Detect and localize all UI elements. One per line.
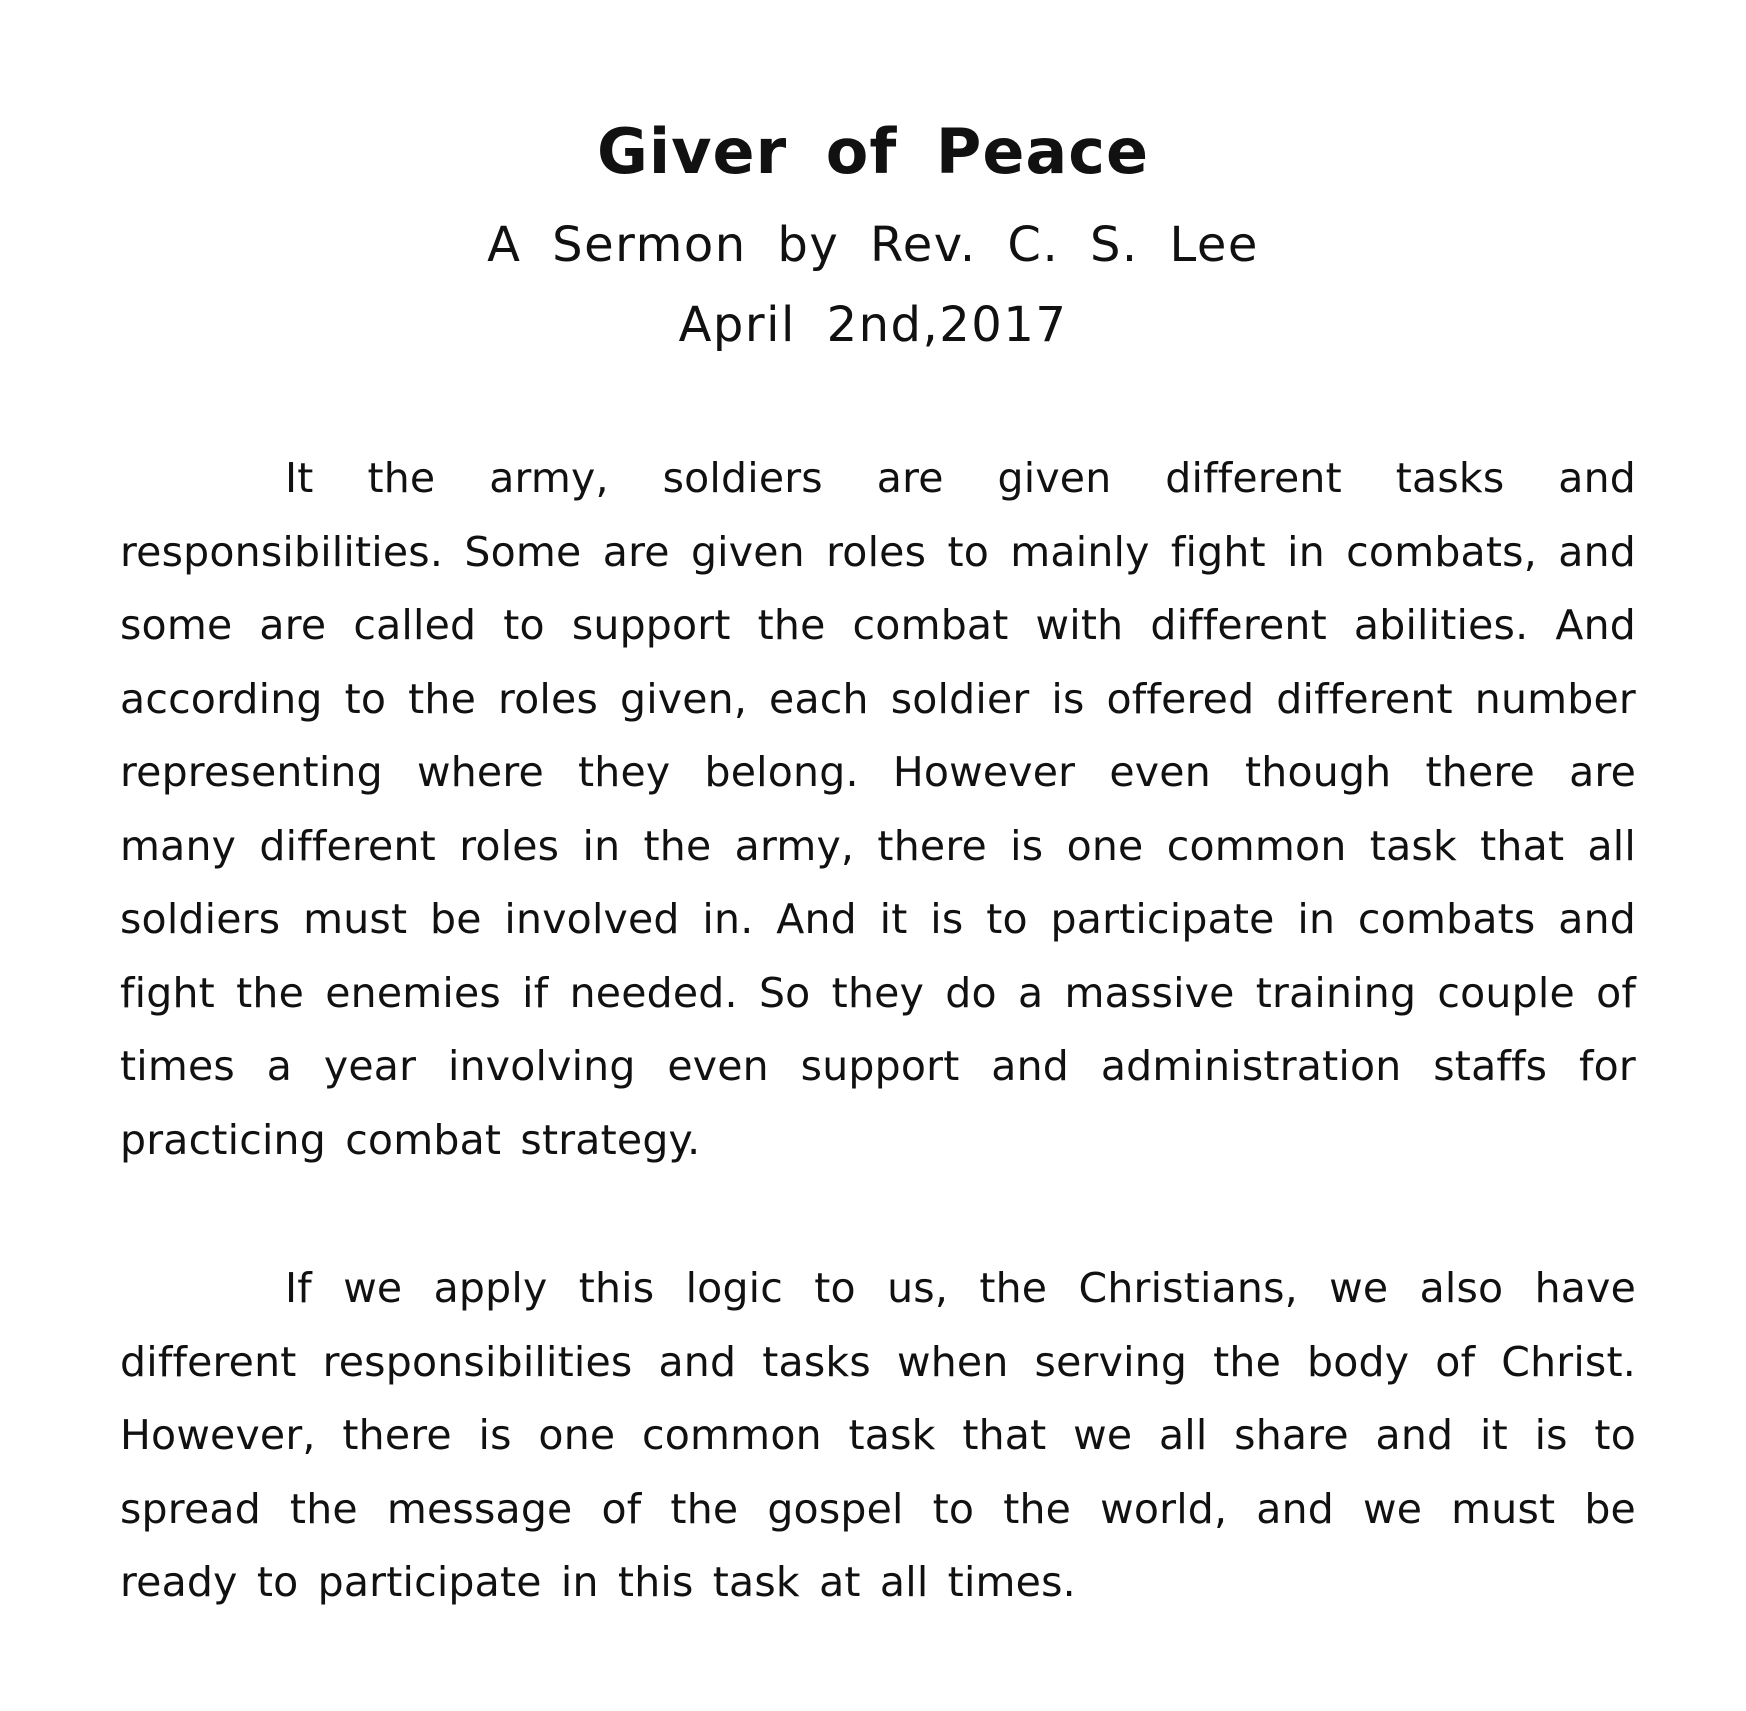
page-title: Giver of Peace [596, 115, 1150, 188]
sermon-date: April 2nd,2017 [678, 297, 1068, 353]
body-paragraph-1: It the army, soldiers are given different tasks and responsibilities. Some are given roles to mainly fight in combats, and some are called to support the combat with different abilities. And according to the roles given, each soldier is offered different number representing where they belong. However even though there are many different roles in the army, there is one common task that all soldiers must be involved in. And it is to participate in combats and fight the enemies if needed. So they do a massive training couple of times a year involving even support and administration staffs for practicing combat strategy. [120, 454, 1636, 1164]
sermon-author-line: A Sermon by Rev. C. S. Lee [487, 217, 1259, 273]
body-paragraph-2: If we apply this logic to us, the Christians, we also have different responsibilities and tasks when serving the body of Christ. However, there is one common task that we all share and it is to spread the message of the gospel to the world, and we must be ready to participate in this task at all times. [120, 1264, 1636, 1606]
